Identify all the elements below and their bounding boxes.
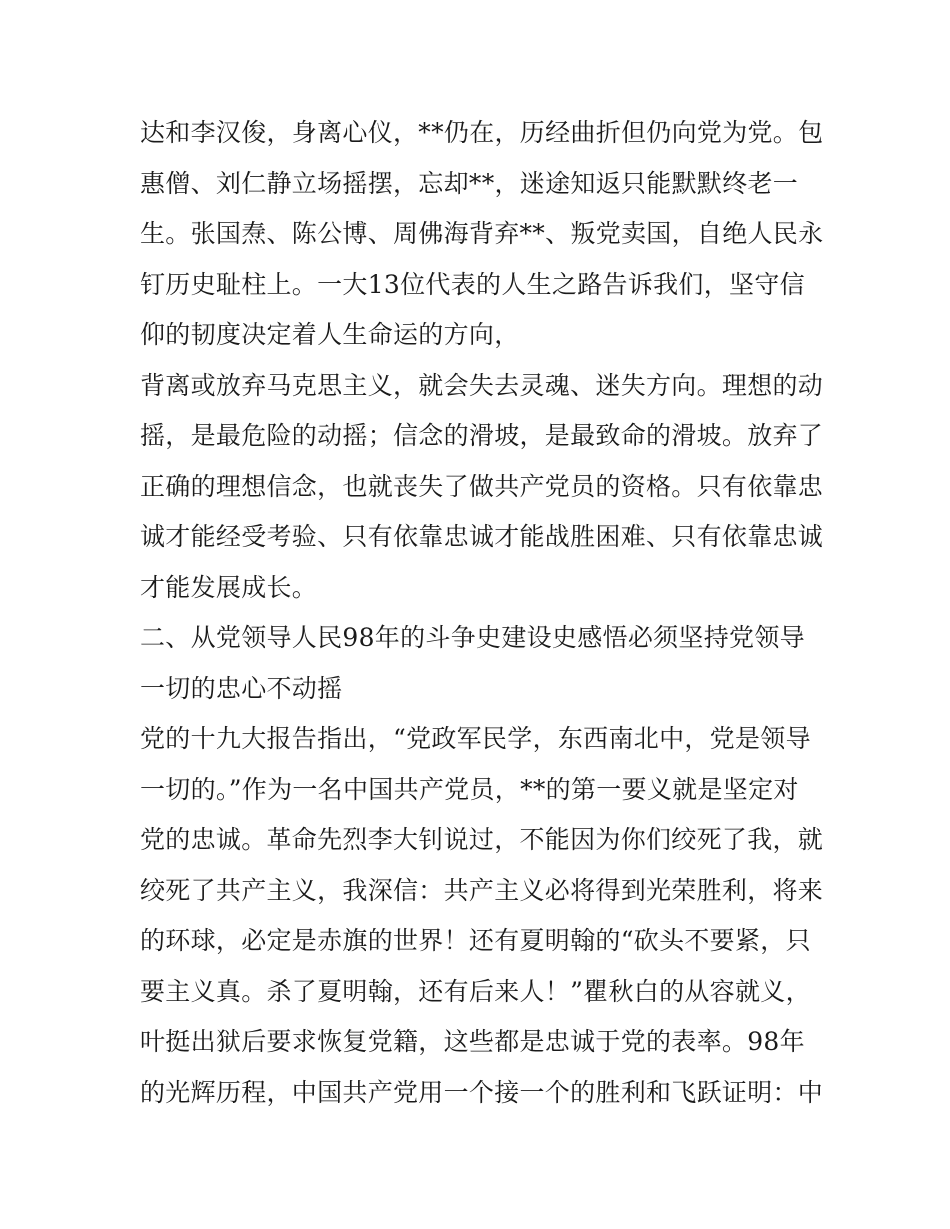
text-line: 党的十九大报告指出，“党政军民学，东西南北中，党是领导 (140, 724, 811, 753)
text-line: 要主义真。杀了夏明翰，还有后来人！”瞿秋白的从容就义， (140, 976, 811, 1006)
text-line: 的环球，必定是赤旗的世界！还有夏明翰的“砍头不要紧，只 (140, 926, 811, 955)
text-line: 正确的理想信念，也就丧失了做共产党员的资格。只有依靠忠 (140, 471, 824, 501)
text-line: 生。张国焘、陈公博、周佛海背弃**、叛党卖国，自绝人民永 (140, 219, 824, 248)
text-line: 诚才能经受考验、只有依靠忠诚才能战胜困难、只有依靠忠诚 (140, 522, 824, 551)
text-line: 仰的韧度决定着人生命运的方向， (140, 320, 520, 349)
text-line: 惠僧、刘仁静立场摇摆，忘却**，迷途知返只能默默终老一 (140, 168, 799, 198)
text-line: 背离或放弃马克思主义，就会失去灵魂、迷失方向。理想的动 (140, 370, 824, 400)
text-line: 党的忠诚。革命先烈李大钊说过，不能因为你们绞死了我，就 (140, 825, 824, 854)
text-line: 的光辉历程，中国共产党用一个接一个的胜利和飞跃证明：中 (140, 1077, 824, 1107)
section-heading-line: 二、从党领导人民98年的斗争史建设史感悟必须坚持党领导 (140, 623, 805, 652)
body-text (140, 108, 824, 1118)
section-heading-line: 一切的忠心不动摇 (140, 673, 343, 703)
text-line: 一切的。”作为一名中国共产党员，**的第一要义就是坚定对 (140, 774, 799, 804)
text-line: 钉历史耻柱上。一大13位代表的人生之路告诉我们，坚守信 (140, 269, 805, 299)
text-line: 叶挺出狱后要求恢复党籍，这些都是忠诚于党的表率。98年 (140, 1027, 805, 1056)
text-line: 达和李汉俊，身离心仪，**仍在，历经曲折但仍向党为党。包 (140, 118, 824, 147)
text-line: 绞死了共产主义，我深信：共产主义必将得到光荣胜利，将来 (140, 875, 824, 905)
text-line: 才能发展成长。 (140, 572, 318, 602)
text-line: 摇，是最危险的动摇；信念的滑坡，是最致命的滑坡。放弃了 (140, 421, 824, 450)
